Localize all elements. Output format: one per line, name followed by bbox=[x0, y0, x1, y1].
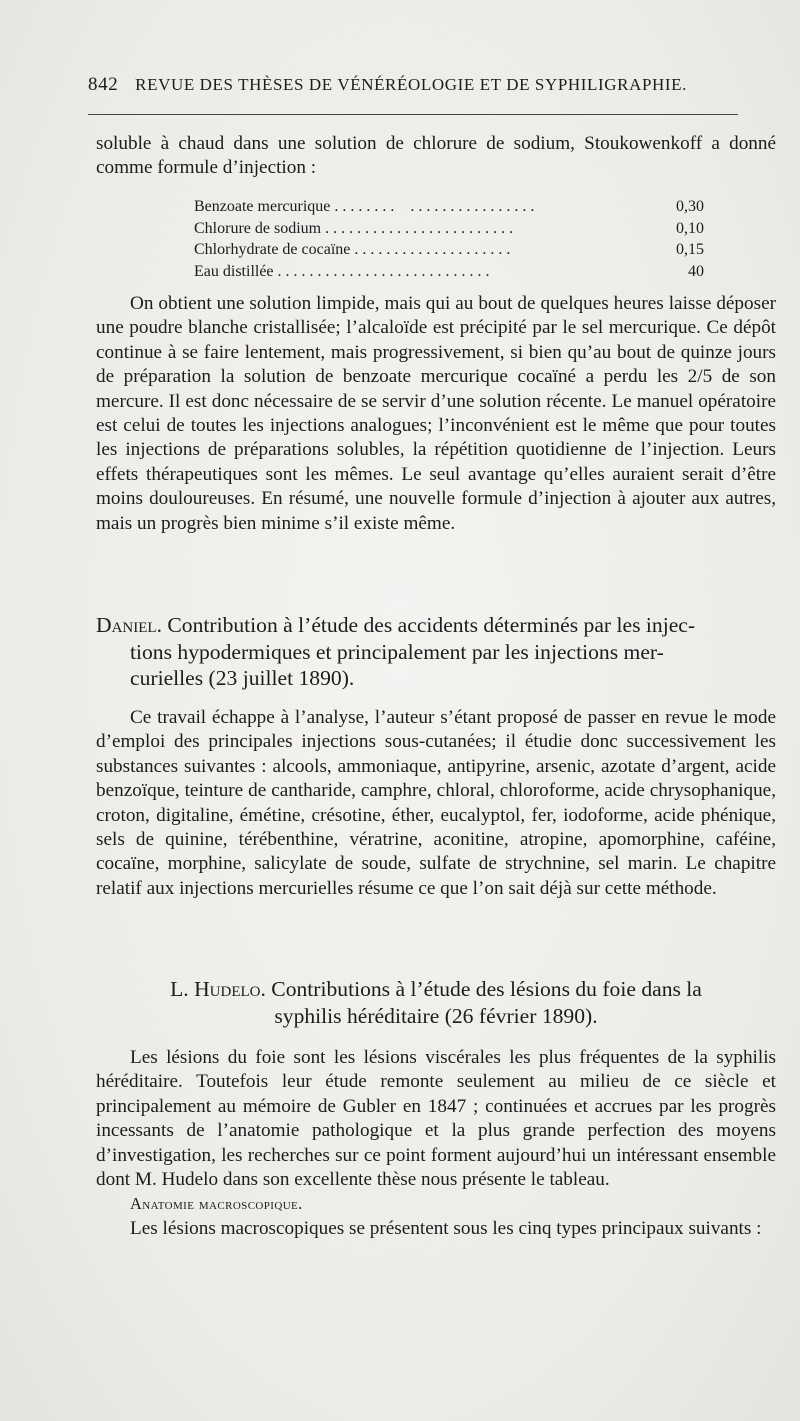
body-text: On obtient une solution limpide, mais qui au bout de quelques heures laisse déposer une poudre blanche cristallisée; l’alcaloïde est précipité par le sel mercurique. Ce dépôt continue à se faire lentement, mais progressivement, si bien qu’au bout de quinze jours de préparation la solution de benzoate mercurique cocaïné a perdu les 2/5 de son mercure. Il est donc nécessaire de se servir d’une solution récente. Le manuel opératoire est celui de toutes les injections analogues; l’inconvénient est le même que pour toutes les injections de préparations solubles, la répétition quotidienne de l’injection. Leurs effets thérapeutiques sont les mêmes. Le seul avantage qu’elles auraient serait d’être moins douloureuses. En résumé, une nouvelle formule d’injection à ajouter aux autres, mais un progrès bien minime s’il existe même. bbox=[96, 293, 776, 534]
page-number: 842 bbox=[88, 74, 119, 95]
paragraph-hudelo bbox=[96, 1046, 776, 1241]
formula-quantity: 0,10 bbox=[676, 219, 704, 237]
paragraph-solution bbox=[96, 292, 776, 536]
body-text: Les lésions macroscopiques se présentent sous les cinq types principaux suivants : bbox=[130, 1217, 762, 1239]
subsection-title: Anatomie macroscopique. bbox=[130, 1194, 303, 1214]
injection-formula bbox=[194, 196, 704, 282]
intro-paragraph bbox=[96, 132, 776, 181]
section-heading-hudelo bbox=[96, 976, 776, 1029]
formula-ingredient: Chlorure de sodium bbox=[194, 219, 322, 237]
intro-text: soluble à chaud dans une solution de chlorure de sodium, Stoukowenkoff a donné comme formule d’injection : bbox=[96, 133, 776, 179]
formula-quantity: 0,15 bbox=[676, 241, 704, 259]
thesis-title-line: Contribution à l’étude des accidents déterminés par les injec- bbox=[167, 613, 696, 637]
formula-row: Benzoate mercurique . . . . . . . . . . . . . . . . . . . . . . . . 0,30 bbox=[194, 196, 704, 218]
thesis-title-line: Contributions à l’étude des lésions du foie dans la bbox=[271, 977, 702, 1001]
formula-ingredient: Benzoate mercurique bbox=[194, 198, 331, 215]
body-text: Ce travail échappe à l’analyse, l’auteur s’étant proposé de passer en revue le mode d’emploi des principales injections sous-cutanées; il étudie donc successivement les substances suivantes : alcools, ammoniaque, antipyrine, arsenic, azotate d’argent, acide benzoïque, teinture de cantharide, camphre, chloral, chloroforme, acide chrysophanique, croton, digitaline, émétine, crésotine, éther, eucalyptol, fer, iodoforme, acide phénique, sels de quinine, térébenthine, vératrine, aconitine, atropine, apomorphine, caféine, cocaïne, morphine, salicylate de soude, sulfate de strychnine, sel marin. Le chapitre relatif aux injections mercurielles résume ce que l’on sait déjà sur cette méthode. bbox=[96, 707, 776, 899]
thesis-title-line: curielles (23 juillet 1890). bbox=[130, 666, 355, 691]
author-name: L. Hudelo. bbox=[170, 977, 266, 1001]
header-rule bbox=[88, 114, 738, 115]
formula-ingredient: Eau distillée bbox=[194, 262, 274, 280]
section-heading-daniel bbox=[96, 612, 766, 692]
thesis-title-line: syphilis héréditaire (26 février 1890). bbox=[274, 1003, 598, 1028]
formula-row: Chlorure de sodium . . . . . . . . . . . . . . . . . . . . . . . . 0,10 bbox=[194, 218, 704, 240]
formula-row: Eau distillée . . . . . . . . . . . . . . . . . . . . . . . . . . . 40 bbox=[194, 261, 704, 283]
formula-row: Chlorhydrate de cocaïne . . . . . . . . . . . . . . . . . . . . 0,15 bbox=[194, 239, 704, 261]
running-title: REVUE DES THÈSES DE VÉNÉRÉOLOGIE ET DE SYPHILIGRAPHIE. bbox=[135, 75, 688, 94]
thesis-title-line: tions hypodermiques et principalement par les injections mer- bbox=[130, 639, 664, 664]
body-text: Les lésions du foie sont les lésions viscérales les plus fréquentes de la syphilis héréditaire. Toutefois leur étude remonte seulement au milieu de ce siècle et principalement au mémoire de Gubler en 1847 ; continuées et accrues par les progrès incessants de l’anatomie pathologique et la plus grande perfection des moyens d’investigation, les recherches sur ce point forment aujourd’hui un intéressant ensemble dont M. Hudelo dans son excellente thèse nous présente le tableau. bbox=[96, 1047, 776, 1191]
paragraph-daniel bbox=[96, 706, 776, 901]
running-header bbox=[88, 74, 718, 96]
author-name: Daniel. bbox=[96, 613, 162, 637]
formula-quantity: 40 bbox=[688, 262, 704, 280]
formula-quantity: 0,30 bbox=[676, 198, 704, 215]
formula-ingredient: Chlorhydrate de cocaïne bbox=[194, 241, 351, 259]
